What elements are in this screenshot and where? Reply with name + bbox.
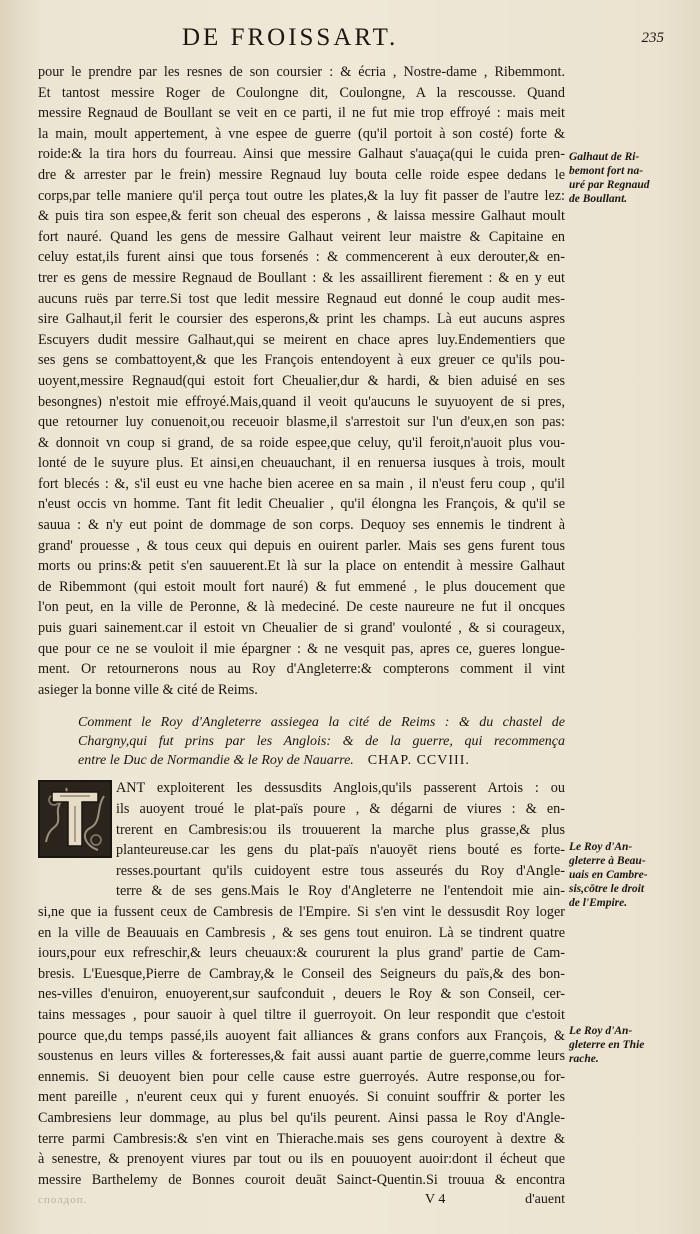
text-line: messire Barthelemy de Bonnes couroit deuāt Sainct-Quentin.Si trouua & encontra (38, 1171, 565, 1188)
text-line: la main, moult appertement, à vne espee de guerre (qu'il portoit à son costé) forte & (38, 125, 565, 142)
main-text (38, 62, 565, 1210)
page-number: 235 (641, 30, 664, 46)
text-line: soustenus en leurs villes & forteresses,& fait aussi auant partie de guerre,comme leurs (38, 1048, 565, 1065)
chapter-number: CHAP. CCVIII. (367, 753, 470, 769)
text-line: morts ou prins:& petit s'en sauuerent.Et là sur la place on entendit à messire Galhaut (38, 558, 565, 575)
text-line: à senestre, & prenoyent viures par tout ou ils en pouuoyent auoir:dont il écheut que (38, 1151, 565, 1168)
text-line: si,ne que ia fussent ceux de Cambresis de l'Empire. Si s'en vint le dessusdit Roy loger (38, 903, 565, 920)
running-head (36, 24, 664, 56)
chapter-heading (38, 713, 565, 770)
margin-note-thierache (569, 1024, 679, 1066)
text-line: nes-villes d'enuiron, enuoyerent,sur saufconduit , deuers le Roy & son Conseil, cer- (38, 986, 565, 1003)
text-line: roide:& la tira hors du fourreau. Ainsi que messire Galhaut s'auaça(qui le cuida pren- (38, 146, 565, 163)
text-line: ment. Or retournerons nous au Roy d'Angleterre:& compterons comment il vint (38, 661, 565, 678)
margin-note-line: Le Roy d'An- (569, 1025, 633, 1037)
text-line: puis guari sainement.car il estoit vn Cheualier de si grand' voulonté , & si courageux, (38, 620, 565, 637)
text-line: trer es gens de messire Regnaud de Boullant : & les assaillirent fierement : & en y eut (38, 269, 565, 286)
text-line: & donnoit vn coup si grand, de sa roide espee,que celuy, qu'il feroit,n'auoit plus vou- (38, 434, 565, 451)
text-line: fort nauré. Quand les gens de messire Galhaut veirent leur maistre & Capitaine en (38, 228, 565, 245)
margin-note-line: gleterre en Thie (569, 1039, 645, 1051)
text-line: messire Regnaud de Boullant se veit en ce parti, il ne fut mie trop effroyé : mais meit (38, 105, 565, 122)
text-line: Cambresiens leur dommage, au plus bel qu'ils peurent. Ainsi passa le Roy d'Angle- (38, 1109, 565, 1126)
decorated-initial-t (38, 780, 112, 858)
chapter-heading-line (78, 751, 565, 770)
text-line: trerent en Cambresis:ou ils trouuerent la marche plus grasse,& plus (116, 821, 565, 838)
text-line: Escuyers dudit messire Galhaut,qui se meirent en chace apres luy.Endementiers que (38, 331, 565, 348)
margin-note-line: rache. (569, 1053, 599, 1065)
text-line: uoyent,messire Regnaud(qui estoit fort Cheualier,dur & hardi, & bien aduisé en ses (38, 372, 565, 389)
ornament-icon (40, 782, 110, 856)
text-line: dre & arrester par le frein) messire Regnaud luy bouta celle roide espee dedans le (38, 166, 565, 183)
text-line: iours,pour eux refreschir,& leurs cheuaux:& coururent la plus grand' partie de Cam- (38, 945, 565, 962)
text-line: aucuns ruës par terre.Si tost que ledit messire Regnaud eut donné le coup audit mes- (38, 290, 565, 307)
text-line: asieger la bonne ville & cité de Reims. (38, 681, 258, 698)
page-footer (38, 1190, 565, 1210)
text-line: resses.pourtant qu'ils cuidoyent estre tous asseurés du Roy d'Angle- (116, 862, 565, 879)
text-line: Et tantost messire Roger de Coulongne dit, Coulongne, A la rescousse. Quand (38, 84, 565, 101)
margin-note-line: gleterre à Beau- (569, 855, 646, 867)
text-line: sauua : & n'y eut point de dommage de son corps. Dequoy ses ennemis le tindrent à (38, 517, 565, 534)
text-line: corps,par telle maniere qu'il perça tout outre les plates,& la luy fit passer de l'autre lez: (38, 187, 565, 204)
running-title: DE FROISSART. (182, 24, 399, 51)
text-line: lonté de le suyure plus. Et ainsi,en cheuauchant, il en renuersa iusques à trois, moult (38, 455, 565, 472)
margin-note-line: de l'Empire. (569, 897, 628, 909)
chapter-heading-line: Comment le Roy d'Angleterre assiegea la cité de Reims : & du chastel de (78, 715, 565, 731)
margin-note-line: bemont fort na- (569, 165, 644, 177)
text-line: ANT exploiterent les dessusdits Anglois,qu'ils passerent Artois : ou (116, 780, 565, 797)
margin-note-line: uais en Cambre- (569, 869, 648, 881)
margin-note-galhaut (569, 150, 679, 206)
text-line: planteureuse.car les gens du plat-païs n'auoyēt riens bouté es forte- (116, 842, 565, 859)
text-line: en la ville de Beauuais en Cambresis , & ses gens tout enuiron. Là se tindrent quatre (38, 924, 565, 941)
text-line: que pour ce ne se vouloit il mie épargner : & ne vesquit pas, apres ce, gueres longue- (38, 640, 565, 657)
text-line: sire Galhaut,il ferit le coursier des esperons,& print les champs. Là eut aucuns aspres (38, 311, 565, 328)
text-line: terre & de ses gens.Mais le Roy d'Angleterre ne l'entendoit mie ain- (116, 883, 565, 900)
text-line: ennemis. Si deuoyent bien pour celle cause estre guerroyés. Autre response,ou for- (38, 1068, 565, 1085)
text-line: bresis. L'Euesque,Pierre de Cambray,& le Conseil des Seigneurs du païs,& des bon- (38, 965, 565, 982)
text-line: ment pareille , n'eurent ceux qui y furent enuoyés. Si conuint souffrir & porter les (38, 1089, 565, 1106)
margin-note-line: uré par Regnaud (569, 179, 650, 191)
signature-mark: V 4 (425, 1192, 446, 1208)
indented-lines (116, 778, 565, 902)
text-line: ses gens se combattoyent,& que les François entendoyent à eux greuer ce qu'ils pou- (38, 352, 565, 369)
text-line: pour le prendre par les resnes de son coursier : & écria , Nostre-dame , Ribemmont. (38, 64, 565, 80)
text-line: ils auoyent troué le plat-païs poure , & dégarni de viures : & en- (116, 801, 565, 817)
paragraph-2 (38, 778, 565, 1190)
margin-note-line: sis,cōtre le droit (569, 883, 645, 895)
text-line: terre parmi Cambresis:& s'en vint en Thierache.mais ses gens couroyent à dextre & (38, 1130, 565, 1147)
chapter-heading-text: entre le Duc de Normandie & le Roy de Nauarre. (78, 753, 354, 769)
text-line: besongnes) n'estoit mie effroyé.Mais,quand il veoit qu'aucuns le suyuoyent de si pres, (38, 393, 565, 410)
chapter-heading-line: Chargny,qui fut prins par les Anglois: & de la guerre, qui recommença (78, 734, 565, 750)
margin-note-line: de Boullant. (569, 193, 628, 205)
text-line: celuy estat,ils furent ainsi que tous forsenés : & commencerent à eux derouter,& en- (38, 249, 565, 266)
margin-note-line: Galhaut de Ri- (569, 151, 640, 163)
margin-note-line: Le Roy d'An- (569, 841, 633, 853)
text-line: de Ribemmont (qui estoit moult fort nauré) & fut emmené , le plus doucement que (38, 578, 565, 595)
text-line: pource que,du temps passé,ils auoyent fait alliances & grans confors aux François, & (38, 1027, 565, 1044)
text-line: n'eust occis vn homme. Tant fit ledit Cheualier , qu'il élongna les François, & qu'il se (38, 496, 565, 513)
text-line: fort blecés : &, s'il eust eu vne hache bien aceree en sa main , il n'eust feru coup , qu'il (38, 475, 565, 492)
text-line: l'on peut, en la ville de Peronne, & là medeciné. De ceste naureure ne fut il oncques (38, 599, 565, 616)
text-line: grand' prouesse , & tous ceux qui depuis en ouirent parler. Mais ses gens furent tous (38, 537, 565, 554)
margin-note-beauvais (569, 840, 679, 910)
paragraph-1 (38, 62, 565, 700)
text-line: que retourner luy conuenoit,ou receuoir blasme,il s'arrestoit sur l'un d'eux,en son pas: (38, 414, 565, 431)
text-line: & puis tira son espee,& ferit son cheual des esperons , & laissa messire Galhaut moult (38, 208, 565, 225)
catchword: d'auent (525, 1192, 565, 1208)
bleed-through-text: сполдоп. (38, 1194, 88, 1207)
text-line: tains messages , pour sauoir à quel tiltre il guerroyoit. On leur respondit que c'estoit (38, 1006, 565, 1023)
